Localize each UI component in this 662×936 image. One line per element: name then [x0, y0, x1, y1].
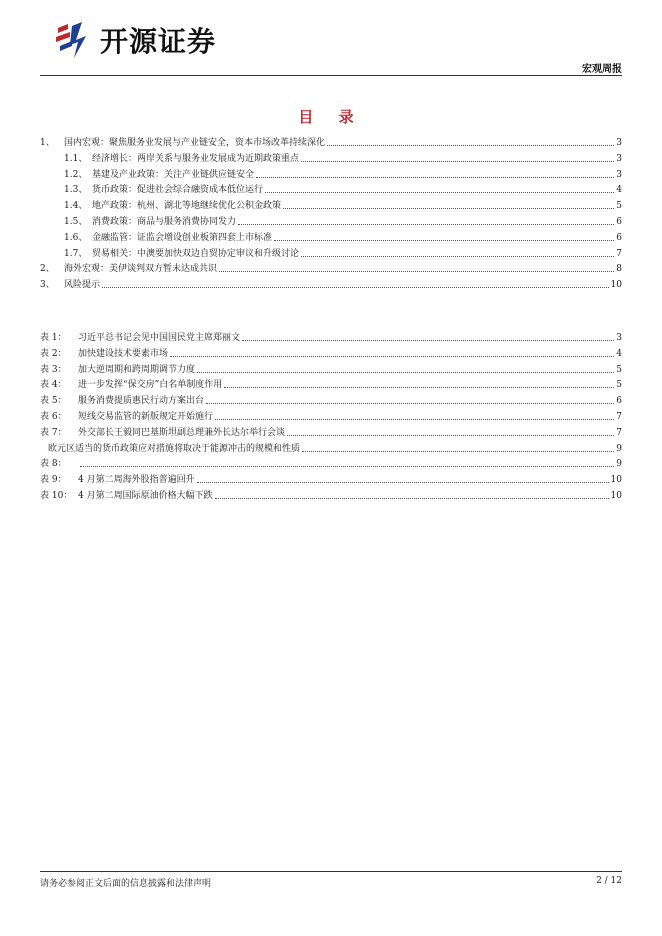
toc-entry-title: 消费政策：商品与服务消费协同发力	[92, 217, 237, 227]
toc-leader-dots	[301, 255, 614, 257]
footer-disclaimer: 请务必参阅正文后面的信息披露和法律声明	[40, 879, 212, 889]
toc-entry[interactable]	[64, 246, 622, 260]
toc-entry-number: 1、	[40, 138, 55, 148]
toc-entry[interactable]	[40, 425, 622, 439]
toc-entry-page: 10	[610, 491, 622, 501]
toc-entry[interactable]	[40, 441, 622, 455]
toc-entry-title: 贸易相关：中澳要加快双边自贸协定审议和升级讨论	[92, 248, 300, 259]
toc-entry[interactable]	[64, 214, 622, 228]
toc-entry-title: 4 月第二周海外股指普遍回升	[78, 475, 195, 486]
footer-page-indicator: 2 / 12	[596, 876, 622, 886]
toc-entry[interactable]	[40, 377, 622, 391]
toc-entry-page: 9	[616, 443, 622, 454]
toc-entry-page: 5	[616, 201, 622, 212]
toc-entry-title: 习近平总书记会见中国国民党主席郑丽文	[78, 333, 241, 343]
toc-entry-title: 地产政策：杭州、湖北等地继续优化公积金政策	[92, 201, 282, 212]
toc-entry-page: 6	[616, 217, 622, 227]
toc-entry-page: 4	[616, 185, 622, 196]
toc-entry-page: 8	[616, 264, 622, 275]
toc-leader-dots	[242, 339, 614, 341]
toc-entry-number: 2、	[40, 264, 55, 275]
toc-entry[interactable]	[40, 135, 622, 149]
toc-entry-number: 3、	[40, 280, 55, 291]
toc-entry-page: 10	[610, 475, 622, 486]
toc-entry-page: 3	[616, 153, 622, 164]
toc-entry-title: 基建及产业政策：关注产业链供应链安全	[92, 169, 255, 180]
toc-entry[interactable]	[40, 393, 622, 407]
toc-leader-dots	[170, 355, 614, 357]
footer-divider	[40, 871, 622, 872]
toc-entry-number: 表 5：	[40, 396, 67, 407]
toc-entry-page: 10	[610, 280, 622, 291]
toc-entry-number: 1.7、	[64, 248, 88, 259]
toc-entry-number: 表 9：	[40, 475, 67, 486]
toc-entry-page: 6	[616, 396, 622, 407]
toc-entry-number: 1.4、	[64, 201, 88, 212]
toc-leader-dots	[283, 207, 614, 209]
toc-entry-number: 表 6：	[40, 412, 67, 422]
toc-entry[interactable]	[40, 261, 622, 275]
toc-entry-number: 1.5、	[64, 217, 88, 227]
toc-leader-dots	[301, 160, 614, 162]
toc-entry[interactable]	[64, 167, 622, 181]
toc-entry[interactable]	[40, 472, 622, 486]
toc-entry-number: 表 3：	[40, 364, 67, 375]
toc-leader-dots	[302, 450, 614, 452]
logo-mark-icon	[52, 20, 92, 60]
toc-entry-title: 4 月第二周国际原油价格大幅下跌	[78, 491, 213, 501]
toc-entry[interactable]	[40, 362, 622, 376]
toc-entry-title: 风险提示	[64, 280, 101, 291]
toc-title: 目 录	[298, 108, 364, 126]
toc-entry-page: 4	[616, 348, 622, 359]
toc-leader-dots	[256, 176, 614, 178]
toc-entry-page: 7	[616, 412, 622, 422]
toc-entry-number: 1.3、	[64, 185, 88, 196]
toc-entry-title: 加快建设技术要素市场	[78, 348, 169, 359]
toc-entry-page: 3	[616, 169, 622, 180]
toc-entry-title: 外交部长王毅同巴基斯坦副总理兼外长达尔举行会谈	[78, 427, 286, 438]
company-logo	[52, 18, 216, 62]
toc-leader-dots	[238, 223, 614, 225]
company-name: 开源证券	[100, 25, 217, 58]
toc-leader-dots	[197, 481, 609, 483]
toc-leader-dots	[197, 371, 614, 373]
toc-entry-page: 9	[616, 459, 622, 470]
toc-entry-title: 经济增长：两岸关系与服务业发展成为近期政策重点	[92, 153, 300, 164]
toc-entry-number: 表 4：	[40, 380, 67, 391]
toc-entry-number: 表 7：	[40, 427, 67, 438]
toc-leader-dots	[206, 402, 614, 404]
toc-leader-dots	[80, 465, 614, 467]
report-type-label: 宏观周报	[582, 64, 622, 75]
toc-leader-dots	[219, 270, 614, 272]
toc-entry-number: 1.1、	[64, 153, 88, 164]
toc-entry-number: 表 2：	[40, 348, 67, 359]
toc-entry-title: 国内宏观：聚焦服务业发展与产业链安全，资本市场改革持续深化	[64, 138, 326, 148]
toc-leader-dots	[274, 239, 614, 241]
toc-entry-page: 3	[616, 333, 622, 343]
toc-entry[interactable]	[40, 330, 622, 344]
toc-entry[interactable]	[40, 277, 622, 291]
toc-entry-number: 1.2、	[64, 169, 88, 180]
toc-entry-page: 5	[616, 364, 622, 375]
toc-entry-title: 服务消费提质惠民行动方案出台	[78, 396, 205, 407]
toc-entry-number: 表 1：	[40, 333, 67, 343]
toc-entry-page: 5	[616, 380, 622, 391]
toc-entry-title: 金融监管：证监会增设创业板第四套上市标准	[92, 232, 273, 243]
toc-leader-dots	[224, 386, 614, 388]
toc-entry-title: 进一步发挥“保交房”白名单制度作用	[78, 380, 223, 391]
toc-leader-dots	[287, 434, 614, 436]
toc-leader-dots	[102, 286, 609, 288]
toc-entry-page: 6	[616, 232, 622, 243]
toc-entry[interactable]	[40, 456, 622, 470]
toc-entry[interactable]	[40, 346, 622, 360]
toc-leader-dots	[215, 418, 614, 420]
toc-leader-dots	[215, 497, 609, 499]
toc-entry-page: 7	[616, 248, 622, 259]
toc-entry-page: 3	[616, 138, 622, 148]
toc-leader-dots	[327, 144, 614, 146]
page-header	[40, 18, 622, 74]
toc-entry-number: 1.6、	[64, 232, 88, 243]
toc-entry[interactable]	[64, 198, 622, 212]
toc-entry[interactable]	[64, 230, 622, 244]
toc-entry-title: 欧元区适当的货币政策应对措施将取决于能源冲击的规模和性质	[48, 443, 301, 454]
toc-entry-number: 表 10：	[40, 491, 73, 501]
toc-entry-title: 海外宏观：美伊谈判双方暂未达成共识	[64, 264, 218, 275]
toc-entry[interactable]	[40, 488, 622, 502]
toc-entry-title: 短线交易监管的新版规定开始施行	[78, 412, 214, 422]
toc-entry-title: 加大逆周期和跨周期调节力度	[78, 364, 196, 375]
header-divider	[40, 75, 622, 76]
toc-entry-number: 表 8：	[40, 459, 67, 470]
toc-entry[interactable]	[64, 151, 622, 165]
toc-leader-dots	[265, 191, 614, 193]
toc-entry-title: 货币政策：促进社会综合融资成本低位运行	[92, 185, 264, 196]
toc-entry[interactable]	[40, 409, 622, 423]
toc-entry[interactable]	[64, 182, 622, 196]
toc-entry-page: 7	[616, 427, 622, 438]
